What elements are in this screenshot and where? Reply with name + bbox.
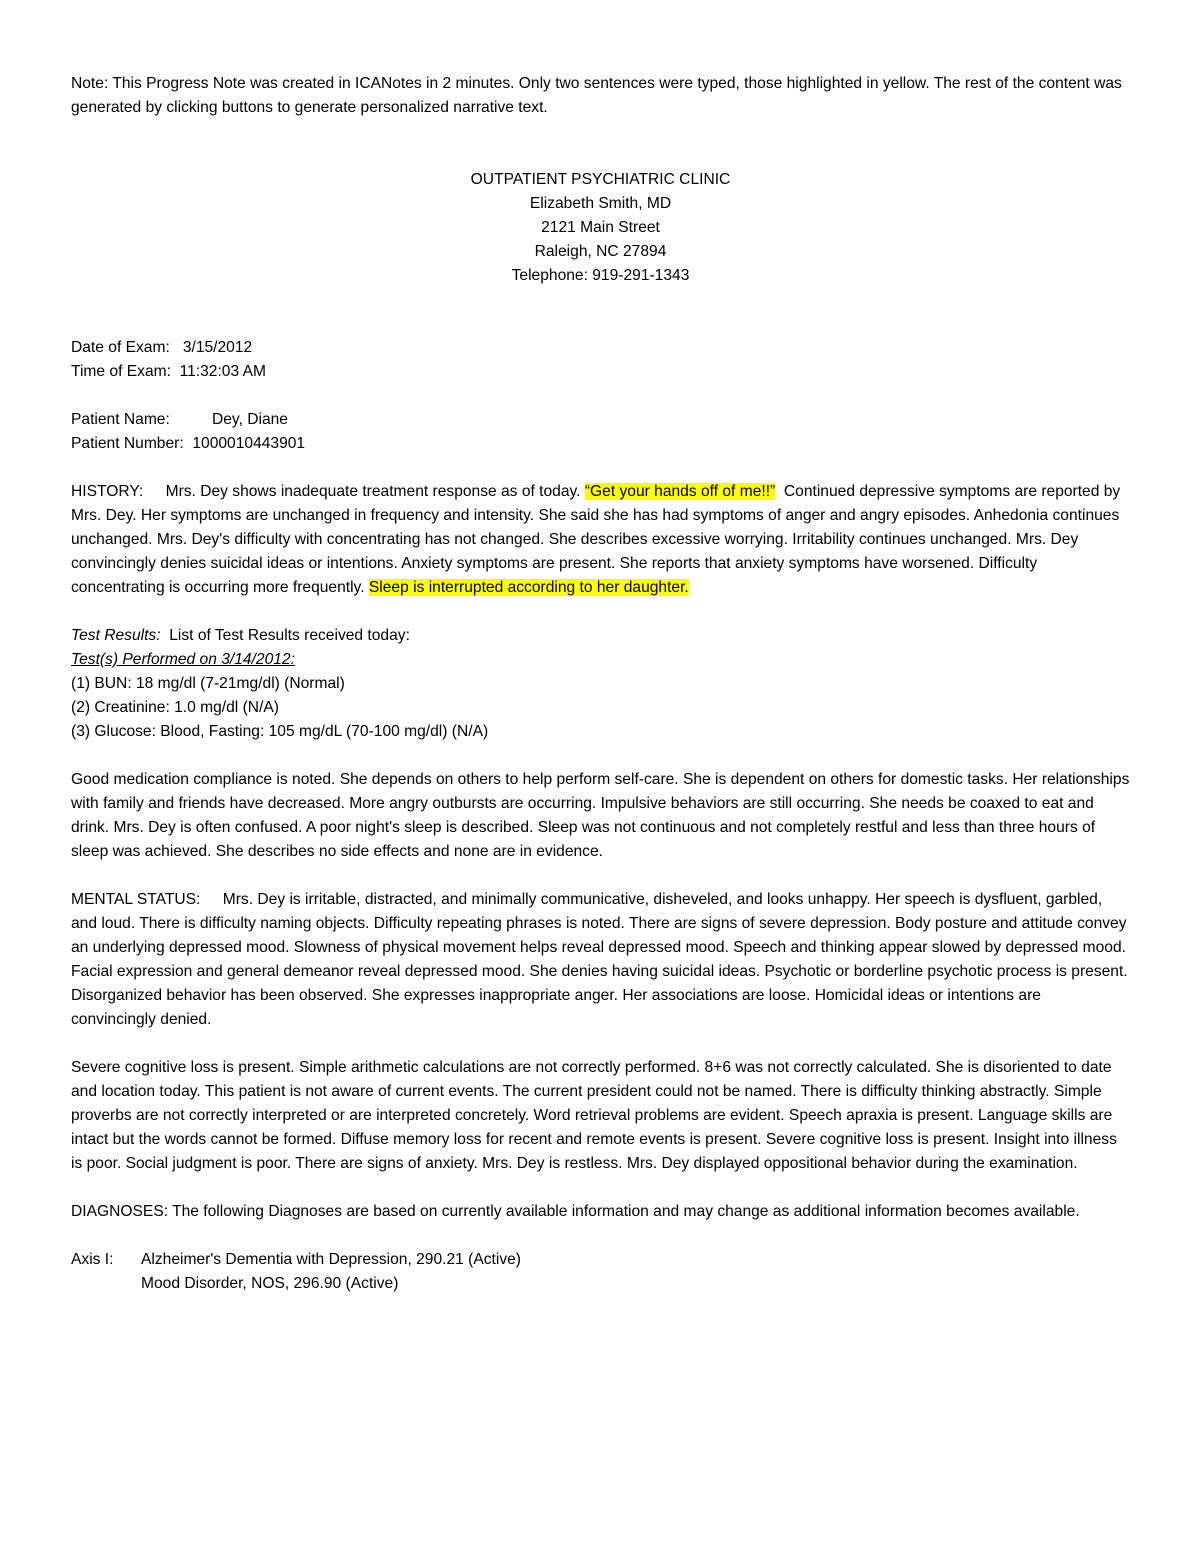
mental-status-text: Mrs. Dey is irritable, distracted, and minimally communicative, disheveled, and looks unhappy. Her speech is dysfluent, garbled, and loud. There is difficulty naming objects. Difficulty repeating phrases is noted. There are signs of severe depression. Body posture and attitude convey an underlying depressed mood. Slowness of physical movement helps reveal depressed mood. Speech and thinking appear slowed by depressed mood. Facial expression and general demeanor reveal depressed mood. She denies having suicidal ideas. Psychotic or borderline psychotic process is present. Disorganized behavior has been observed. She expresses inappropriate anger. Her associations are loose. Homicidal ideas or intentions are convincingly denied. xyxy=(71,891,1128,1028)
clinic-city: Raleigh, NC 27894 xyxy=(534,243,667,260)
exam-info xyxy=(71,336,1130,384)
clinic-street: 2121 Main Street xyxy=(541,219,660,236)
exam-date-label: Date of Exam: xyxy=(71,339,170,356)
history-label: HISTORY: xyxy=(71,483,144,500)
axis-one-label: Axis I: xyxy=(71,1251,114,1268)
clinic-name: OUTPATIENT PSYCHIATRIC CLINIC xyxy=(470,171,731,188)
history-text-1: Mrs. Dey shows inadequate treatment response as of today. xyxy=(165,483,581,500)
test-results-heading: Test Results: xyxy=(71,627,161,644)
exam-date-row xyxy=(71,336,1130,360)
test-results-section xyxy=(71,624,1130,744)
exam-time-value: 11:32:03 AM xyxy=(179,363,267,380)
axis-one-diagnoses xyxy=(71,1248,1130,1296)
mental-status-section xyxy=(71,888,1130,1032)
exam-time-row xyxy=(71,360,1130,384)
clinic-telephone: Telephone: 919-291-1343 xyxy=(511,267,690,284)
patient-number-value: 1000010443901 xyxy=(192,435,306,452)
history-highlight-sleep: Sleep is interrupted according to her daughter. xyxy=(368,579,689,596)
test-result-item: (3) Glucose: Blood, Fasting: 105 mg/dL (70-100 mg/dl) (N/A) xyxy=(71,723,489,740)
diagnoses-paragraph: DIAGNOSES: The following Diagnoses are based on currently available information and may change as additional information becomes available. xyxy=(71,1203,1080,1220)
clinic-header xyxy=(71,168,1130,288)
history-highlight-quote: “Get your hands off of me!!” xyxy=(584,483,776,500)
history-text-2: Continued depressive symptoms are reported by Mrs. Dey. Her symptoms are unchanged in frequency and intensity. She said she has had symptoms of anger and angry episodes. Anhedonia continues unchanged. Mrs. Dey's difficulty with concentrating has not changed. She describes excessive worrying. Irritability continues unchanged. Mrs. Dey convincingly denies suicidal ideas or intentions. Anxiety symptoms are present. She reports that anxiety symptoms have worsened. Difficulty concentrating is occurring more frequently. xyxy=(71,483,1121,596)
diagnosis-item: Mood Disorder, NOS, 296.90 (Active) xyxy=(141,1275,399,1292)
history-section xyxy=(71,480,1130,600)
exam-time-label: Time of Exam: xyxy=(71,363,171,380)
test-results-heading-rest: List of Test Results received today: xyxy=(169,627,410,644)
exam-date-value: 3/15/2012 xyxy=(182,339,253,356)
test-results-heading-row xyxy=(71,624,1130,648)
doctor-name: Elizabeth Smith, MD xyxy=(529,195,672,212)
axis-one-items xyxy=(141,1248,1130,1296)
cognitive-paragraph: Severe cognitive loss is present. Simple arithmetic calculations are not correctly performed. 8+6 was not correctly calculated. She is disoriented to date and location today. This patient is not aware of current events. The current president could not be named. There is difficulty thinking abstractly. Simple proverbs are not correctly interpreted or are interpreted concretely. Word retrieval problems are evident. Speech apraxia is present. Language skills are intact but the words cannot be formed. Diffuse memory loss for recent and remote events is present. Severe cognitive loss is present. Insight into illness is poor. Social judgment is poor. There are signs of anxiety. Mrs. Dey is restless. Mrs. Dey displayed oppositional behavior during the examination. xyxy=(71,1059,1117,1172)
tests-performed-date: Test(s) Performed on 3/14/2012: xyxy=(71,651,295,668)
patient-number-label: Patient Number: xyxy=(71,435,184,452)
patient-number-row xyxy=(71,432,1130,456)
compliance-paragraph: Good medication compliance is noted. She depends on others to help perform self-care. She is dependent on others for domestic tasks. Her relationships with family and friends have decreased. More angry outbursts are occurring. Impulsive behaviors are still occurring. She needs be coaxed to eat and drink. Mrs. Dey is often confused. A poor night's sleep is described. Sleep was not continuous and not completely restful and less than three hours of sleep was achieved. She describes no side effects and none are in evidence. xyxy=(71,771,1130,860)
test-result-item: (1) BUN: 18 mg/dl (7-21mg/dl) (Normal) xyxy=(71,675,345,692)
mental-status-label: MENTAL STATUS: xyxy=(71,891,201,908)
patient-info xyxy=(71,408,1130,456)
intro-note: Note: This Progress Note was created in ICANotes in 2 minutes. Only two sentences were typed, those highlighted in yellow. The rest of the content was generated by clicking buttons to generate personalized narrative text. xyxy=(71,75,1122,116)
patient-name-label: Patient Name: xyxy=(71,411,170,428)
diagnosis-item: Alzheimer's Dementia with Depression, 290.21 (Active) xyxy=(141,1251,521,1268)
patient-name-value: Dey, Diane xyxy=(212,411,288,428)
patient-name-row xyxy=(71,408,1130,432)
test-result-item: (2) Creatinine: 1.0 mg/dl (N/A) xyxy=(71,699,279,716)
